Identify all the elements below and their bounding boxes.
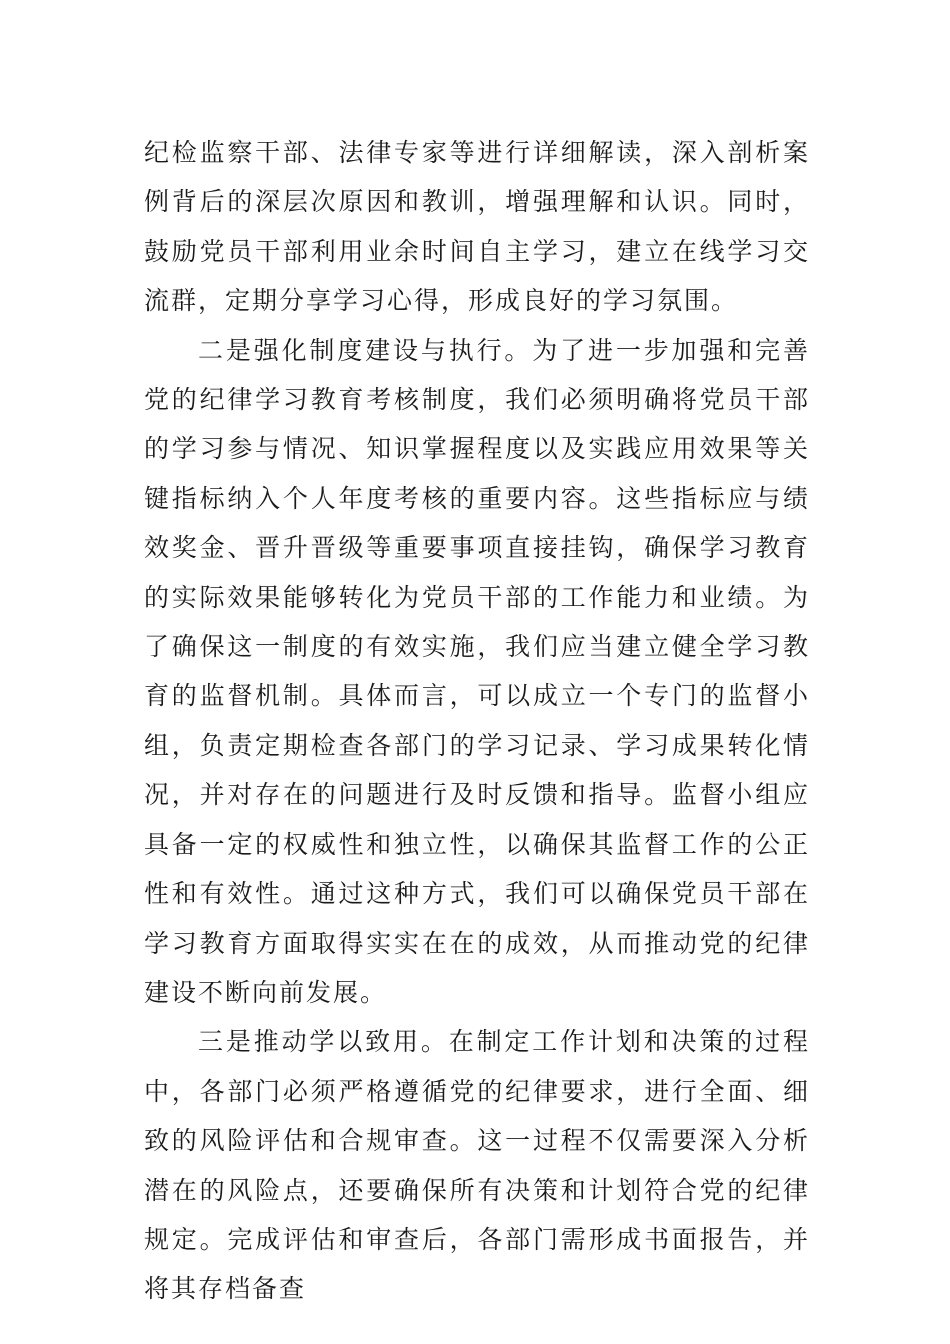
paragraph-institution-building: 二是强化制度建设与执行。为了进一步加强和完善党的纪律学习教育考核制度，我们必须明确将党员干部的学习参与情况、知识掌握程度以及实践应用效果等关键指标纳入个人年度考核的重要内容。这些指标应与绩效奖金、晋升晋级等重要事项直接挂钩，确保学习教育的实际效果能够转化为党员干部的工作能力和业绩。为了确保这一制度的有效实施，我们应当建立健全学习教育的监督机制。具体而言，可以成立一个专门的监督小组，负责定期检查各部门的学习记录、学习成果转化情况，并对存在的问题进行及时反馈和指导。监督小组应具备一定的权威性和独立性，以确保其监督工作的公正性和有效性。通过这种方式，我们可以确保党员干部在学习教育方面取得实实在在的成效，从而推动党的纪律建设不断向前发展。 [144,335,810,1007]
paragraph-apply-learning: 三是推动学以致用。在制定工作计划和决策的过程中，各部门必须严格遵循党的纪律要求，进行全面、细致的风险评估和合规审查。这一过程不仅需要深入分析潜在的风险点，还要确保所有决策和计划符合党的纪律规定。完成评估和审查后，各部门需形成书面报告，并将其存档备查 [144,1027,810,1304]
document-body [144,128,810,1314]
paragraph-continuation: 纪检监察干部、法律专家等进行详细解读，深入剖析案例背后的深层次原因和教训，增强理解和认识。同时，鼓励党员干部利用业余时间自主学习，建立在线学习交流群，定期分享学习心得，形成良好的学习氛围。 [144,138,810,316]
